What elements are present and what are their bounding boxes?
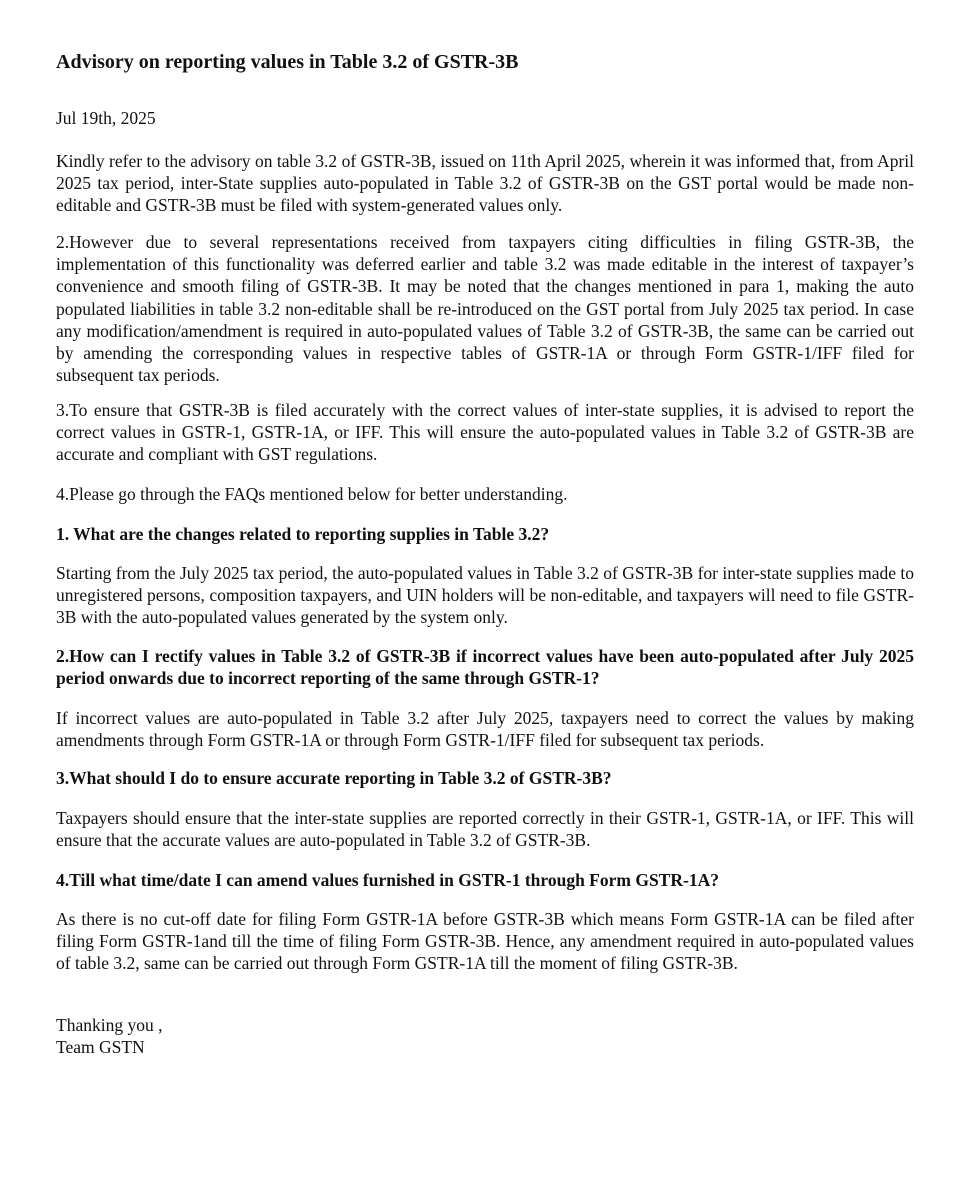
closing-line: Thanking you ,: [56, 1015, 163, 1035]
faq-question-3: 3.What should I do to ensure accurate reporting in Table 3.2 of GSTR-3B?: [56, 768, 612, 788]
paragraph-2: 2.However due to several representations received from taxpayers citing difficulties in filing GSTR-3B, the implementation of this functionality was deferred earlier and table 3.2 was made editable in the interest of taxpayer’s convenience and smooth filing of GSTR-3B. It may be noted that the changes mentioned in para 1, making the auto populated liabilities in table 3.2 non-editable shall be re-introduced on the GST portal from July 2025 tax period. In case any modification/amendment is required in auto-populated values of Table 3.2 of GSTR-3B, the same can be carried out by amending the corresponding values in respective tables of GSTR-1A or through Form GSTR-1/IFF filed for subsequent tax periods.: [56, 232, 914, 386]
faq-question-4: 4.Till what time/date I can amend values furnished in GSTR-1 through Form GSTR-1A?: [56, 870, 719, 890]
paragraph-3: 3.To ensure that GSTR-3B is filed accurately with the correct values of inter-state supplies, it is advised to report the correct values in GSTR-1, GSTR-1A, or IFF. This will ensure the auto-populated values in Table 3.2 of GSTR-3B are accurate and compliant with GST regulations.: [56, 400, 914, 465]
signature: Team GSTN: [56, 1037, 145, 1057]
faq-answer-2: If incorrect values are auto-populated in Table 3.2 after July 2025, taxpayers need to correct the values by making amendments through Form GSTR-1A or through Form GSTR-1/IFF filed for subsequent tax periods.: [56, 708, 914, 751]
faq-answer-4: As there is no cut-off date for filing Form GSTR-1A before GSTR-3B which means Form GSTR-1A can be filed after filing Form GSTR-1and till the time of filing Form GSTR-3B. Hence, any amendment required in auto-populated values of table 3.2, same can be carried out through Form GSTR-1A till the moment of filing GSTR-3B.: [56, 909, 914, 974]
faq-question-1: 1. What are the changes related to reporting supplies in Table 3.2?: [56, 524, 550, 544]
paragraph-1: Kindly refer to the advisory on table 3.2 of GSTR-3B, issued on 11th April 2025, wherein it was informed that, from April 2025 tax period, inter-State supplies auto-populated in Table 3.2 of GSTR-3B on the GST portal would be made non-editable and GSTR-3B must be filed with system-generated values only.: [56, 151, 914, 216]
faq-answer-1: Starting from the July 2025 tax period, the auto-populated values in Table 3.2 of GSTR-3B for inter-state supplies made to unregistered persons, composition taxpayers, and UIN holders will be non-editable, and taxpayers will need to file GSTR-3B with the auto-populated values generated by the system only.: [56, 563, 914, 628]
faq-question-2: 2.How can I rectify values in Table 3.2 of GSTR-3B if incorrect values have been auto-populated after July 2025 period onwards due to incorrect reporting of the same through GSTR-1?: [56, 646, 914, 689]
paragraph-4: 4.Please go through the FAQs mentioned below for better understanding.: [56, 484, 568, 504]
document-date: Jul 19th, 2025: [56, 108, 156, 128]
faq-answer-3: Taxpayers should ensure that the inter-state supplies are reported correctly in their GSTR-1, GSTR-1A, or IFF. This will ensure that the accurate values are auto-populated in Table 3.2 of GSTR-3B.: [56, 808, 914, 851]
document-title: Advisory on reporting values in Table 3.2 of GSTR-3B: [56, 51, 519, 73]
